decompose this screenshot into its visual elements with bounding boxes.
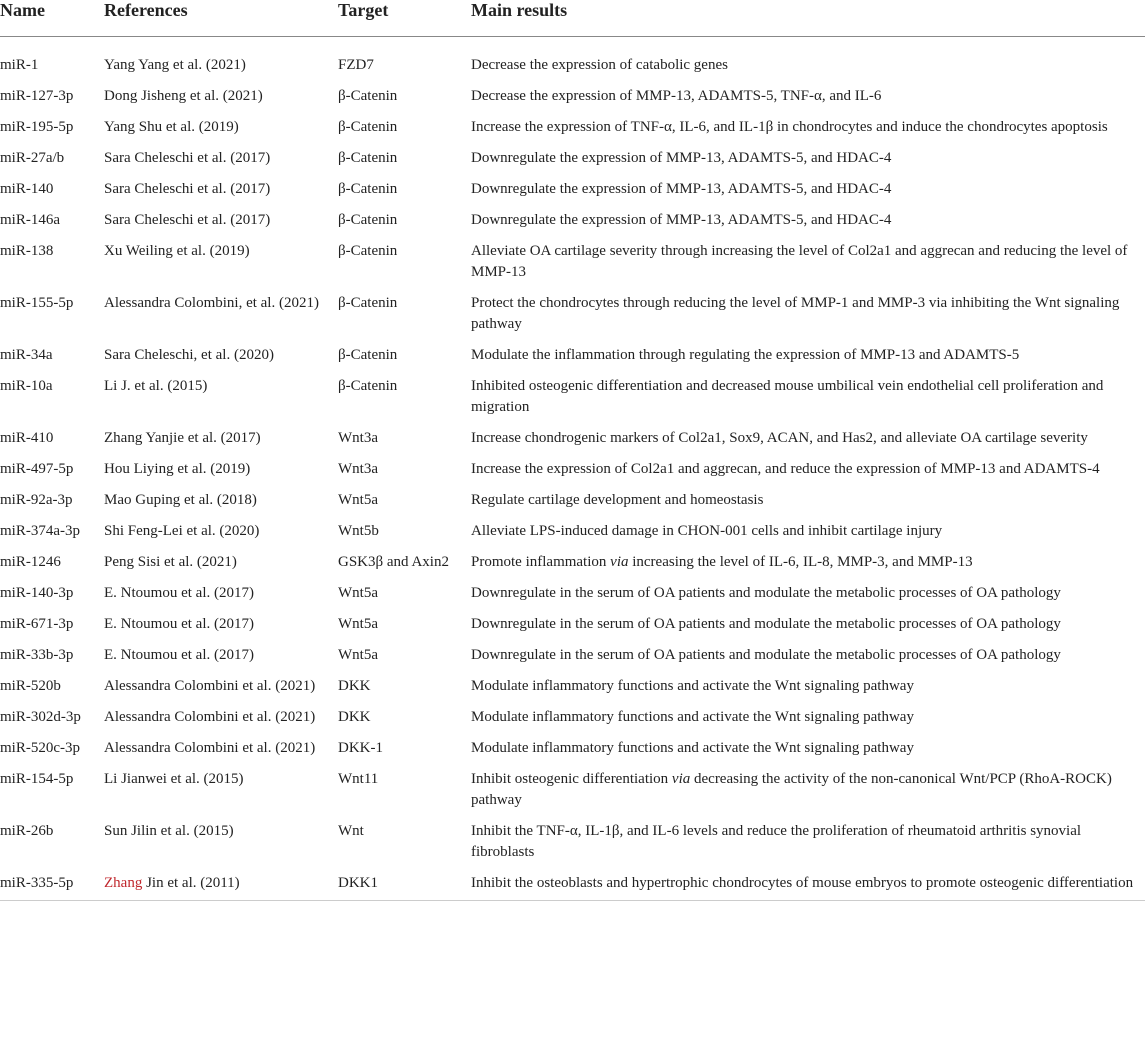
table-row — [0, 83, 1145, 114]
main-result-cell: Downregulate in the serum of OA patients and modulate the metabolic processes of OA pathology — [471, 647, 1061, 663]
main-result-cell: Downregulate in the serum of OA patients and modulate the metabolic processes of OA pathology — [471, 616, 1061, 632]
reference-cell: Alessandra Colombini et al. (2021) — [104, 709, 316, 725]
mirna-name-cell: miR-92a-3p — [0, 492, 73, 508]
mirna-name-cell: miR-497-5p — [0, 461, 74, 477]
target-cell: Wnt5a — [338, 585, 378, 601]
target-cell: β-Catenin — [338, 347, 398, 363]
main-result-cell — [471, 549, 1145, 580]
reference-cell — [104, 870, 338, 901]
table-row — [0, 52, 1145, 83]
reference-cell: Dong Jisheng et al. (2021) — [104, 88, 263, 104]
table-row — [0, 207, 1145, 238]
table-header — [0, 0, 1145, 52]
mirna-name-cell: miR-374a-3p — [0, 523, 80, 539]
mirna-name-cell: miR-671-3p — [0, 616, 74, 632]
mirna-name-cell: miR-335-5p — [0, 870, 104, 901]
reference-cell: Yang Yang et al. (2021) — [104, 57, 246, 73]
target-cell: β-Catenin — [338, 212, 398, 228]
target-cell: Wnt11 — [338, 771, 379, 787]
header-references: References — [104, 0, 338, 37]
result-text: Promote inflammation — [471, 554, 611, 570]
main-result-cell: Alleviate OA cartilage severity through increasing the level of Col2a1 and aggrecan and reducing the level of MMP-13 — [471, 243, 1128, 280]
reference-highlight: Zhang — [104, 875, 143, 891]
target-cell: DKK — [338, 709, 371, 725]
table-row — [0, 580, 1145, 611]
main-result-cell — [471, 766, 1145, 818]
table-row — [0, 238, 1145, 290]
table-row — [0, 735, 1145, 766]
main-result-cell: Decrease the expression of catabolic genes — [471, 57, 728, 73]
result-text: decreasing the activity of the non-canonical Wnt/PCP (RhoA-ROCK) pathway — [471, 771, 1112, 808]
target-cell: Wnt3a — [338, 430, 378, 446]
main-result-cell: Inhibited osteogenic differentiation and decreased mouse umbilical vein endothelial cell proliferation and migration — [471, 378, 1104, 415]
reference-cell: Shi Feng-Lei et al. (2020) — [104, 523, 260, 539]
target-cell: Wnt5a — [338, 647, 378, 663]
reference-cell: E. Ntoumou et al. (2017) — [104, 616, 254, 632]
reference-cell: Yang Shu et al. (2019) — [104, 119, 239, 135]
target-cell: Wnt5a — [338, 492, 378, 508]
reference-cell: Li Jianwei et al. (2015) — [104, 771, 244, 787]
reference-cell: Peng Sisi et al. (2021) — [104, 554, 237, 570]
mirna-name-cell: miR-154-5p — [0, 771, 74, 787]
table-body — [0, 52, 1145, 901]
mirna-name-cell: miR-33b-3p — [0, 647, 74, 663]
mirna-name-cell: miR-1 — [0, 57, 39, 73]
target-cell: β-Catenin — [338, 378, 398, 394]
target-cell: β-Catenin — [338, 88, 398, 104]
reference-cell: Sara Cheleschi, et al. (2020) — [104, 347, 274, 363]
table-row — [0, 176, 1145, 207]
result-italic-text: via — [610, 554, 629, 570]
main-result-cell: Increase the expression of TNF-α, IL-6, and IL-1β in chondrocytes and induce the chondrocytes apoptosis — [471, 119, 1108, 135]
reference-cell: Mao Guping et al. (2018) — [104, 492, 257, 508]
mirna-name-cell: miR-520b — [0, 678, 61, 694]
reference-cell: Sun Jilin et al. (2015) — [104, 823, 234, 839]
table-row — [0, 114, 1145, 145]
main-result-cell: Modulate inflammatory functions and activate the Wnt signaling pathway — [471, 709, 914, 725]
table-row — [0, 642, 1145, 673]
target-cell: β-Catenin — [338, 150, 398, 166]
mirna-name-cell: miR-127-3p — [0, 88, 74, 104]
result-text: Inhibit osteogenic differentiation — [471, 771, 672, 787]
mirna-name-cell: miR-1246 — [0, 554, 61, 570]
reference-text: Jin et al. (2011) — [142, 875, 240, 891]
mirna-name-cell: miR-26b — [0, 823, 54, 839]
reference-cell: Sara Cheleschi et al. (2017) — [104, 181, 271, 197]
mirna-name-cell: miR-195-5p — [0, 119, 74, 135]
main-result-cell: Modulate the inflammation through regulating the expression of MMP-13 and ADAMTS-5 — [471, 347, 1020, 363]
result-text: increasing the level of IL-6, IL-8, MMP-3, and MMP-13 — [628, 554, 973, 570]
reference-cell: Li J. et al. (2015) — [104, 378, 208, 394]
mirna-name-cell: miR-140-3p — [0, 585, 74, 601]
mirna-name-cell: miR-155-5p — [0, 295, 74, 311]
mirna-name-cell: miR-138 — [0, 243, 54, 259]
table-row — [0, 870, 1145, 901]
main-result-cell: Downregulate in the serum of OA patients and modulate the metabolic processes of OA pathology — [471, 585, 1061, 601]
reference-cell: Sara Cheleschi et al. (2017) — [104, 212, 271, 228]
main-result-cell: Decrease the expression of MMP-13, ADAMTS-5, TNF-α, and IL-6 — [471, 88, 882, 104]
header-main-results: Main results — [471, 0, 1145, 37]
table-row — [0, 673, 1145, 704]
header-target: Target — [338, 0, 471, 37]
reference-cell: Hou Liying et al. (2019) — [104, 461, 251, 477]
table-row — [0, 425, 1145, 456]
target-cell: β-Catenin — [338, 295, 398, 311]
table-row — [0, 704, 1145, 735]
target-cell: β-Catenin — [338, 181, 398, 197]
table-row — [0, 549, 1145, 580]
mirna-name-cell: miR-140 — [0, 181, 54, 197]
target-cell: DKK — [338, 678, 371, 694]
table-row — [0, 290, 1145, 342]
table-row — [0, 487, 1145, 518]
mirna-name-cell: miR-27a/b — [0, 150, 65, 166]
mirna-name-cell: miR-34a — [0, 347, 53, 363]
mirna-name-cell: miR-146a — [0, 212, 60, 228]
mirna-name-cell: miR-302d-3p — [0, 709, 81, 725]
mirna-name-cell: miR-10a — [0, 378, 53, 394]
reference-cell: Alessandra Colombini et al. (2021) — [104, 740, 316, 756]
result-italic-text: via — [671, 771, 691, 787]
main-result-cell: Inhibit the osteoblasts and hypertrophic chondrocytes of mouse embryos to promote osteogenic differentiation — [471, 870, 1145, 901]
main-result-cell: Protect the chondrocytes through reducing the level of MMP-1 and MMP-3 via inhibiting the Wnt signaling pathway — [471, 295, 1120, 332]
table-row — [0, 766, 1145, 818]
table-row — [0, 456, 1145, 487]
main-result-cell: Regulate cartilage development and homeostasis — [471, 492, 764, 508]
main-result-cell: Modulate inflammatory functions and activate the Wnt signaling pathway — [471, 678, 914, 694]
target-cell: Wnt5a — [338, 616, 378, 632]
main-result-cell: Modulate inflammatory functions and activate the Wnt signaling pathway — [471, 740, 914, 756]
main-result-cell: Downregulate the expression of MMP-13, ADAMTS-5, and HDAC-4 — [471, 212, 892, 228]
mirna-name-cell: miR-410 — [0, 430, 54, 446]
table-row — [0, 818, 1145, 870]
target-cell: DKK-1 — [338, 740, 383, 756]
table-row — [0, 611, 1145, 642]
reference-cell: E. Ntoumou et al. (2017) — [104, 585, 254, 601]
reference-cell: Xu Weiling et al. (2019) — [104, 243, 250, 259]
table-row — [0, 145, 1145, 176]
reference-cell: Zhang Yanjie et al. (2017) — [104, 430, 261, 446]
mirna-name-cell: miR-520c-3p — [0, 740, 80, 756]
target-cell: β-Catenin — [338, 119, 398, 135]
target-cell: Wnt — [338, 823, 364, 839]
target-cell: FZD7 — [338, 57, 374, 73]
reference-cell: Alessandra Colombini, et al. (2021) — [104, 295, 319, 311]
main-result-cell: Increase chondrogenic markers of Col2a1, Sox9, ACAN, and Has2, and alleviate OA cartilage severity — [471, 430, 1088, 446]
main-result-cell: Inhibit the TNF-α, IL-1β, and IL-6 levels and reduce the proliferation of rheumatoid arthritis synovial fibroblasts — [471, 823, 1082, 860]
target-cell: GSK3β and Axin2 — [338, 554, 449, 570]
reference-cell: Alessandra Colombini et al. (2021) — [104, 678, 316, 694]
table-row — [0, 373, 1145, 425]
target-cell: β-Catenin — [338, 243, 398, 259]
main-result-cell: Alleviate LPS-induced damage in CHON-001 cells and inhibit cartilage injury — [471, 523, 943, 539]
target-cell: Wnt3a — [338, 461, 378, 477]
main-result-cell: Downregulate the expression of MMP-13, ADAMTS-5, and HDAC-4 — [471, 150, 892, 166]
table-row — [0, 518, 1145, 549]
target-cell: Wnt5b — [338, 523, 379, 539]
main-result-cell: Downregulate the expression of MMP-13, ADAMTS-5, and HDAC-4 — [471, 181, 892, 197]
reference-cell: E. Ntoumou et al. (2017) — [104, 647, 254, 663]
target-cell: DKK1 — [338, 870, 471, 901]
table-row — [0, 342, 1145, 373]
main-result-cell: Increase the expression of Col2a1 and aggrecan, and reduce the expression of MMP-13 and ADAMTS-4 — [471, 461, 1100, 477]
reference-cell: Sara Cheleschi et al. (2017) — [104, 150, 271, 166]
header-name: Name — [0, 0, 104, 37]
